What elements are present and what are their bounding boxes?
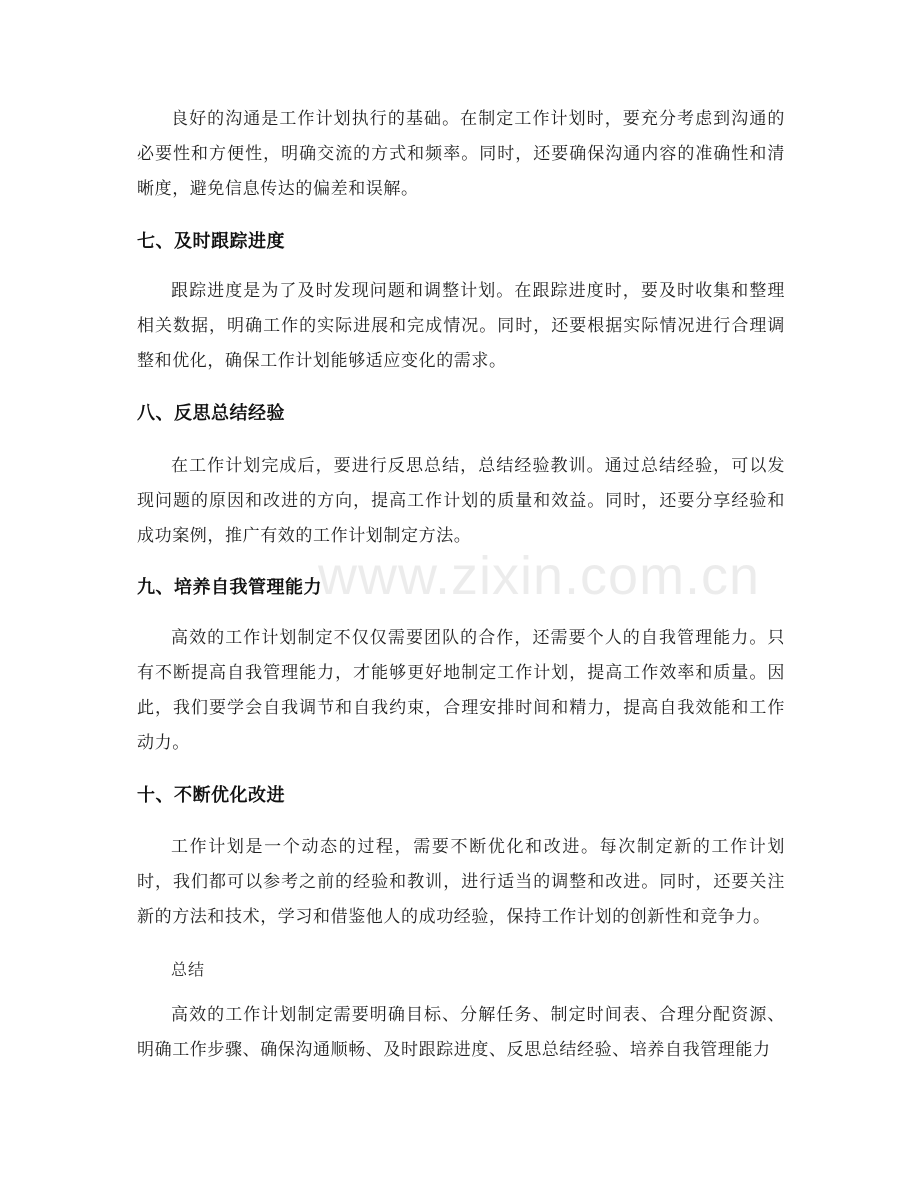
summary-paragraph: 高效的工作计划制定需要明确目标、分解任务、制定时间表、合理分配资源、明确工作步骤、确保沟通顺畅、及时跟踪进度、反思总结经验、培养自我管理能力 <box>137 1005 785 1060</box>
section-8-heading: 八、反思总结经验 <box>137 403 285 424</box>
section-9-heading: 九、培养自我管理能力 <box>137 577 322 598</box>
intro-paragraph: 良好的沟通是工作计划执行的基础。在制定工作计划时，要充分考虑到沟通的必要性和方便性，明确交流的方式和频率。同时，还要确保沟通内容的准确性和清晰度，避免信息传达的偏差和误解。 <box>137 109 785 199</box>
section-9-paragraph: 高效的工作计划制定不仅仅需要团队的合作，还需要个人的自我管理能力。只有不断提高自我管理能力，才能够更好地制定工作计划，提高工作效率和质量。因此，我们要学会自我调节和自我约束，合理安排时间和精力，提高自我效能和工作动力。 <box>137 628 785 753</box>
watermark: www.zixin.com.cn <box>318 546 761 606</box>
section-7-heading: 七、及时跟踪进度 <box>137 231 285 252</box>
section-7-paragraph: 跟踪进度是为了及时发现问题和调整计划。在跟踪进度时，要及时收集和整理相关数据，明确工作的实际进展和完成情况。同时，还要根据实际情况进行合理调整和优化，确保工作计划能够适应变化的需求。 <box>137 281 785 371</box>
section-10-paragraph: 工作计划是一个动态的过程，需要不断优化和改进。每次制定新的工作计划时，我们都可以参考之前的经验和教训，进行适当的调整和改进。同时，还要关注新的方法和技术，学习和借鉴他人的成功经验，保持工作计划的创新性和竞争力。 <box>137 837 785 927</box>
summary-label: 总结 <box>171 960 206 979</box>
section-8-paragraph: 在工作计划完成后，要进行反思总结，总结经验教训。通过总结经验，可以发现问题的原因和改进的方向，提高工作计划的质量和效益。同时，还要分享经验和成功案例，推广有效的工作计划制定方法。 <box>137 456 785 546</box>
section-10-heading: 十、不断优化改进 <box>137 785 285 806</box>
